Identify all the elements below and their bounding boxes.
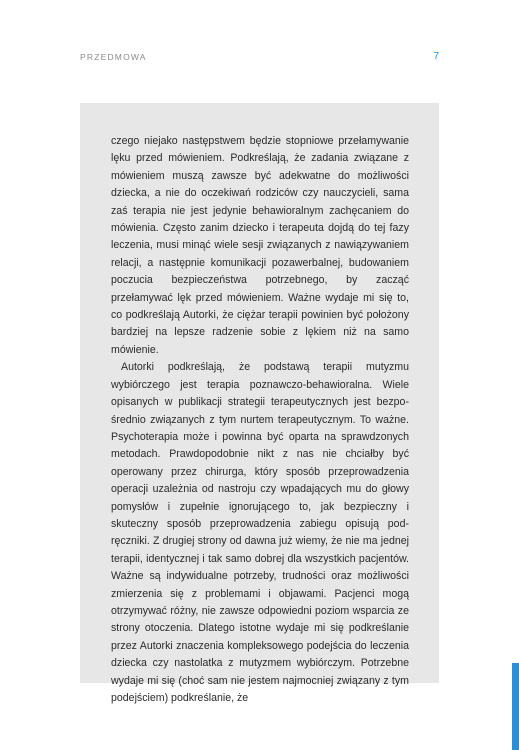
paragraph-2: Autorki podkreślają, że podstawą terapii mutyzmu wybiórczego jest terapia poznawczo-behawioralna. Wiele opisanych w publikacji strategii terapeutycznych jest bezpośrednio związanych z tym nurtem terapeutycznym. To ważne. Psychoterapia może i powinna być oparta na sprawdzonych metodach. Prawdopodobnie nikt z nas nie chciałby być operowany przez chirurga, który sposób przeprowadzenia operacji uzależnia od nastroju czy wpadających mu do głowy pomysłów i zupełnie ignorującego to, jak bezpieczny i skuteczny sposób przeprowadzenia zabiegu opisują podręczniki. Z drugiej strony od dawna już wiemy, że nie ma jednej terapii, identycznej i tak samo dobrej dla wszystkich pacjentów. Ważne są indywidualne potrzeby, trudności oraz możliwości zmierzenia się z problemami i objawami. Pacjenci mogą otrzymywać różny, nie zawsze odpowiedni poziom wsparcia ze strony otoczenia. Dlatego istotne wydaje mi się podkreślanie przez Autorki znaczenia kompleksowego podejścia do leczenia dziecka czy nastolatka z mutyzmem wybiórczym. Potrzebne wydaje mi się (choć sam nie jestem najmocniej związany z tym podejściem) podkreślanie, że [111,361,409,704]
page-edge-tab [512,663,519,750]
paragraph-1: czego niejako następstwem będzie stopniowe przełamywanie lęku przed mówieniem. Podkreślają, że zadania związane z mówieniem muszą zawsze być adekwatne do możliwości dziecka, a nie do oczekiwań rodziców czy nauczycieli, sama zaś terapia nie jest jedynie behawioralnym zachęcaniem do mówienia. Często zanim dziecko i terapeuta dojdą do tej fazy leczenia, musi minąć wiele sesji związanych z nawiązywaniem relacji, a następnie komunikacji pozawerbalnej, budowaniem poczucia bezpieczeństwa potrzebnego, by zacząć przełamywać lęk przed mówieniem. Ważne wydaje mi się to, co podkreślają Autorki, że ciężar terapii powinien być położony bardziej na lepsze radzenie sobie z lękiem niż na samo mówienie. [111,135,409,356]
running-title: PRZEDMOWA [80,52,147,62]
body-text [111,133,409,707]
page-number: 7 [433,51,439,62]
